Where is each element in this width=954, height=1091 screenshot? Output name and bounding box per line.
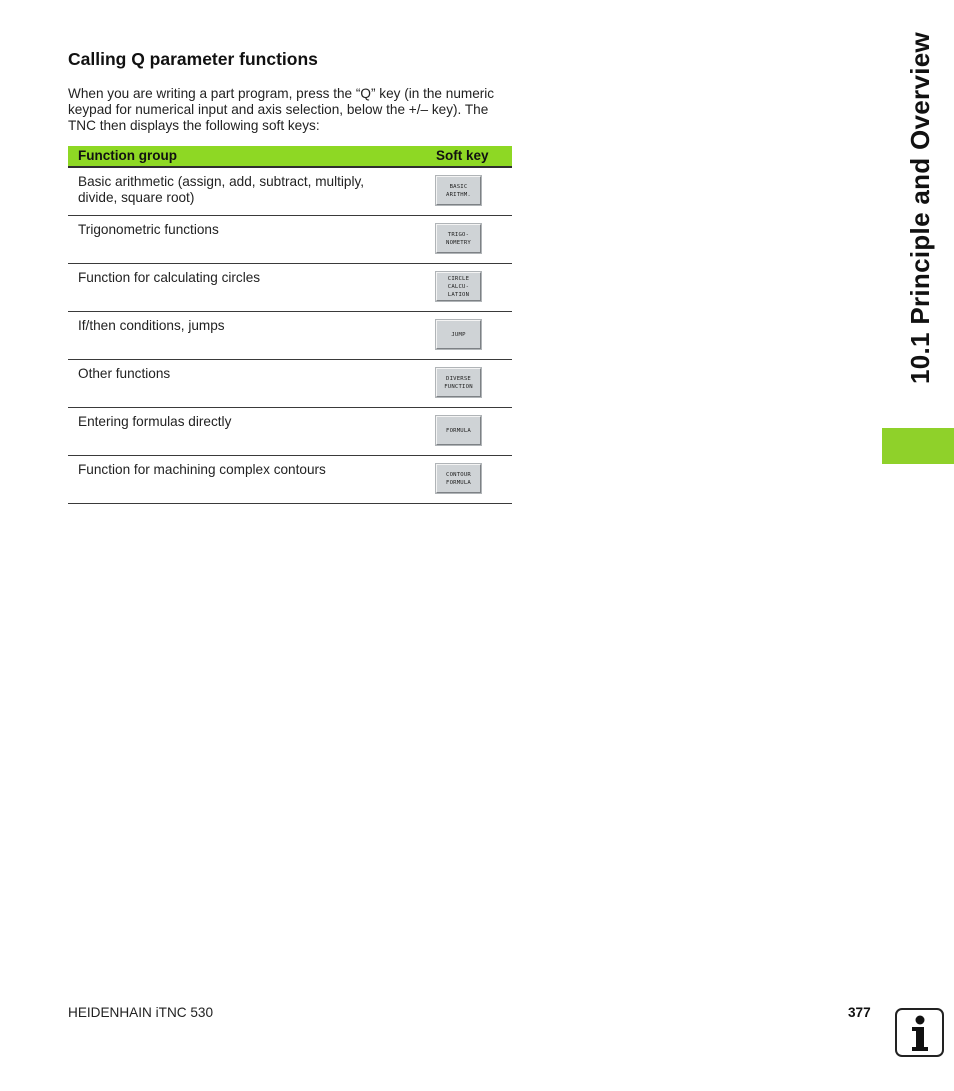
table-row xyxy=(68,408,512,456)
softkey-diverse-function[interactable] xyxy=(436,368,481,397)
header-function-group: Function group xyxy=(78,148,177,163)
softkey-table xyxy=(68,146,512,504)
softkey-label-line: FUNCTION xyxy=(444,383,473,390)
softkey-label-line: BASIC xyxy=(449,183,468,190)
table-row xyxy=(68,360,512,408)
info-icon xyxy=(895,1008,944,1057)
softkey-formula[interactable] xyxy=(436,416,481,445)
softkey-label-line: ARITHM. xyxy=(446,191,471,198)
table-row xyxy=(68,216,512,264)
softkey-label-line: CIRCLE xyxy=(447,275,470,282)
table-row xyxy=(68,168,512,216)
table-header xyxy=(68,146,512,168)
softkey-trigonometry[interactable] xyxy=(436,224,481,253)
softkey-label-line: JUMP xyxy=(451,331,466,338)
softkey-label-line: CALCU- xyxy=(447,283,470,290)
section-heading: Calling Q parameter functions xyxy=(68,49,318,69)
softkey-label-line: DIVERSE xyxy=(446,375,471,382)
softkey-label-line: FORMULA xyxy=(446,427,471,434)
chapter-tab-marker xyxy=(882,428,954,464)
table-row xyxy=(68,264,512,312)
footer-product: HEIDENHAIN iTNC 530 xyxy=(68,1005,214,1020)
softkey-label-line: FORMULA xyxy=(446,479,471,486)
row-description: Function for calculating circles xyxy=(78,270,261,285)
row-description: Basic arithmetic (assign, add, subtract, multiply, divide, square root) xyxy=(78,174,365,205)
row-description: Entering formulas directly xyxy=(78,414,232,429)
row-description: Function for machining complex contours xyxy=(78,462,326,477)
chapter-side-title: 10.1 Principle and Overview xyxy=(905,31,935,384)
softkey-jump[interactable] xyxy=(436,320,481,349)
table-row xyxy=(68,312,512,360)
softkey-contour-formula[interactable] xyxy=(436,464,481,493)
intro-paragraph: When you are writing a part program, press the “Q” key (in the numeric keypad for numerical input and axis selection, below the +/– key). The TNC then displays the following soft keys: xyxy=(68,86,495,133)
softkey-label-line: LATION xyxy=(447,291,470,298)
softkey-basic-arithm[interactable] xyxy=(436,176,481,205)
row-description: If/then conditions, jumps xyxy=(78,318,225,333)
row-description: Other functions xyxy=(78,366,171,381)
softkey-label-line: NOMETRY xyxy=(446,239,471,246)
page-number: 377 xyxy=(848,1005,871,1020)
header-soft-key: Soft key xyxy=(436,148,489,163)
softkey-label-line: CONTOUR xyxy=(446,471,471,478)
row-description: Trigonometric functions xyxy=(78,222,219,237)
table-row xyxy=(68,456,512,504)
softkey-label-line: TRIGO- xyxy=(447,231,470,238)
softkey-circle-calculation[interactable] xyxy=(436,272,481,301)
